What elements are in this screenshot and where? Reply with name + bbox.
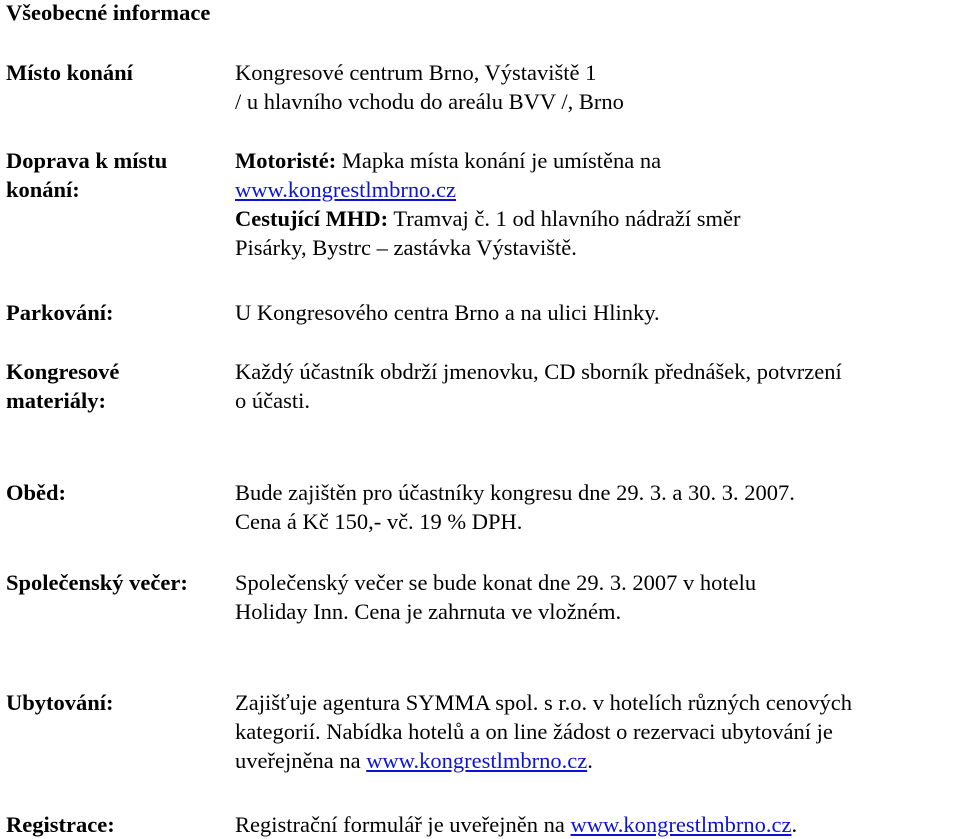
evening-line-2: Holiday Inn. Cena je zahrnuta ve vložném.	[235, 599, 622, 624]
registration-prefix: Registrační formulář je uveřejněn na	[235, 812, 571, 837]
mhd-text: Tramvaj č. 1 od hlavního nádraží směr	[393, 206, 741, 231]
venue-line-2: / u hlavního vchodu do areálu BVV /, Brno	[235, 89, 624, 114]
page-title: Všeobecné informace	[6, 0, 211, 25]
materials-line-1: Každý účastník obdrží jmenovku, CD sborník přednášek, potvrzení	[235, 359, 842, 384]
accommodation-line-3-suffix: .	[587, 748, 593, 773]
evening-label: Společenský večer:	[6, 570, 188, 595]
materials-line-2: o účasti.	[235, 388, 310, 413]
registration-suffix: .	[791, 812, 798, 837]
accommodation-label: Ubytování:	[6, 690, 114, 715]
parking-label: Parkování:	[6, 300, 114, 325]
transport-label-2: konání:	[6, 177, 80, 202]
registration-text	[235, 810, 797, 839]
registration-link[interactable]: www.kongrestlmbrno.cz	[570, 812, 792, 837]
transport-link-line	[235, 175, 456, 204]
accommodation-line-3-prefix: uveřejněna na	[235, 748, 367, 773]
lunch-label: Oběd:	[6, 480, 67, 505]
evening-line-1: Společenský večer se bude konat dne 29. 3. 2007 v hotelu	[235, 570, 757, 595]
venue-line-1: Kongresové centrum Brno, Výstaviště 1	[235, 60, 597, 85]
accommodation-line-1: Zajišťuje agentura SYMMA spol. s r.o. v hotelích různých cenových	[235, 690, 852, 715]
transport-label-1: Doprava k místu	[6, 148, 168, 173]
accommodation-line-3	[235, 746, 593, 775]
transport-drivers	[235, 146, 661, 175]
drivers-text: Mapka místa konání je umístěna na	[341, 148, 662, 173]
transport-mhd	[235, 204, 741, 233]
registration-label: Registrace:	[6, 812, 115, 837]
materials-label-1: Kongresové	[6, 359, 120, 384]
lunch-line-2: Cena á Kč 150,- vč. 19 % DPH.	[235, 509, 523, 534]
lunch-line-1: Bude zajištěn pro účastníky kongresu dne 29. 3. a 30. 3. 2007.	[235, 480, 795, 505]
mhd-label: Cestující MHD:	[235, 206, 389, 231]
accommodation-line-2: kategorií. Nabídka hotelů a on line žádost o rezervaci ubytování je	[235, 719, 833, 744]
map-link[interactable]: www.kongrestlmbrno.cz	[235, 177, 456, 202]
mhd-line-2: Pisárky, Bystrc – zastávka Výstaviště.	[235, 235, 577, 260]
drivers-label: Motoristé:	[235, 148, 337, 173]
materials-label-2: materiály:	[6, 388, 106, 413]
accommodation-link[interactable]: www.kongrestlmbrno.cz	[366, 748, 588, 773]
parking-text: U Kongresového centra Brno a na ulici Hlinky.	[235, 300, 660, 325]
venue-label: Místo konání	[6, 60, 133, 85]
